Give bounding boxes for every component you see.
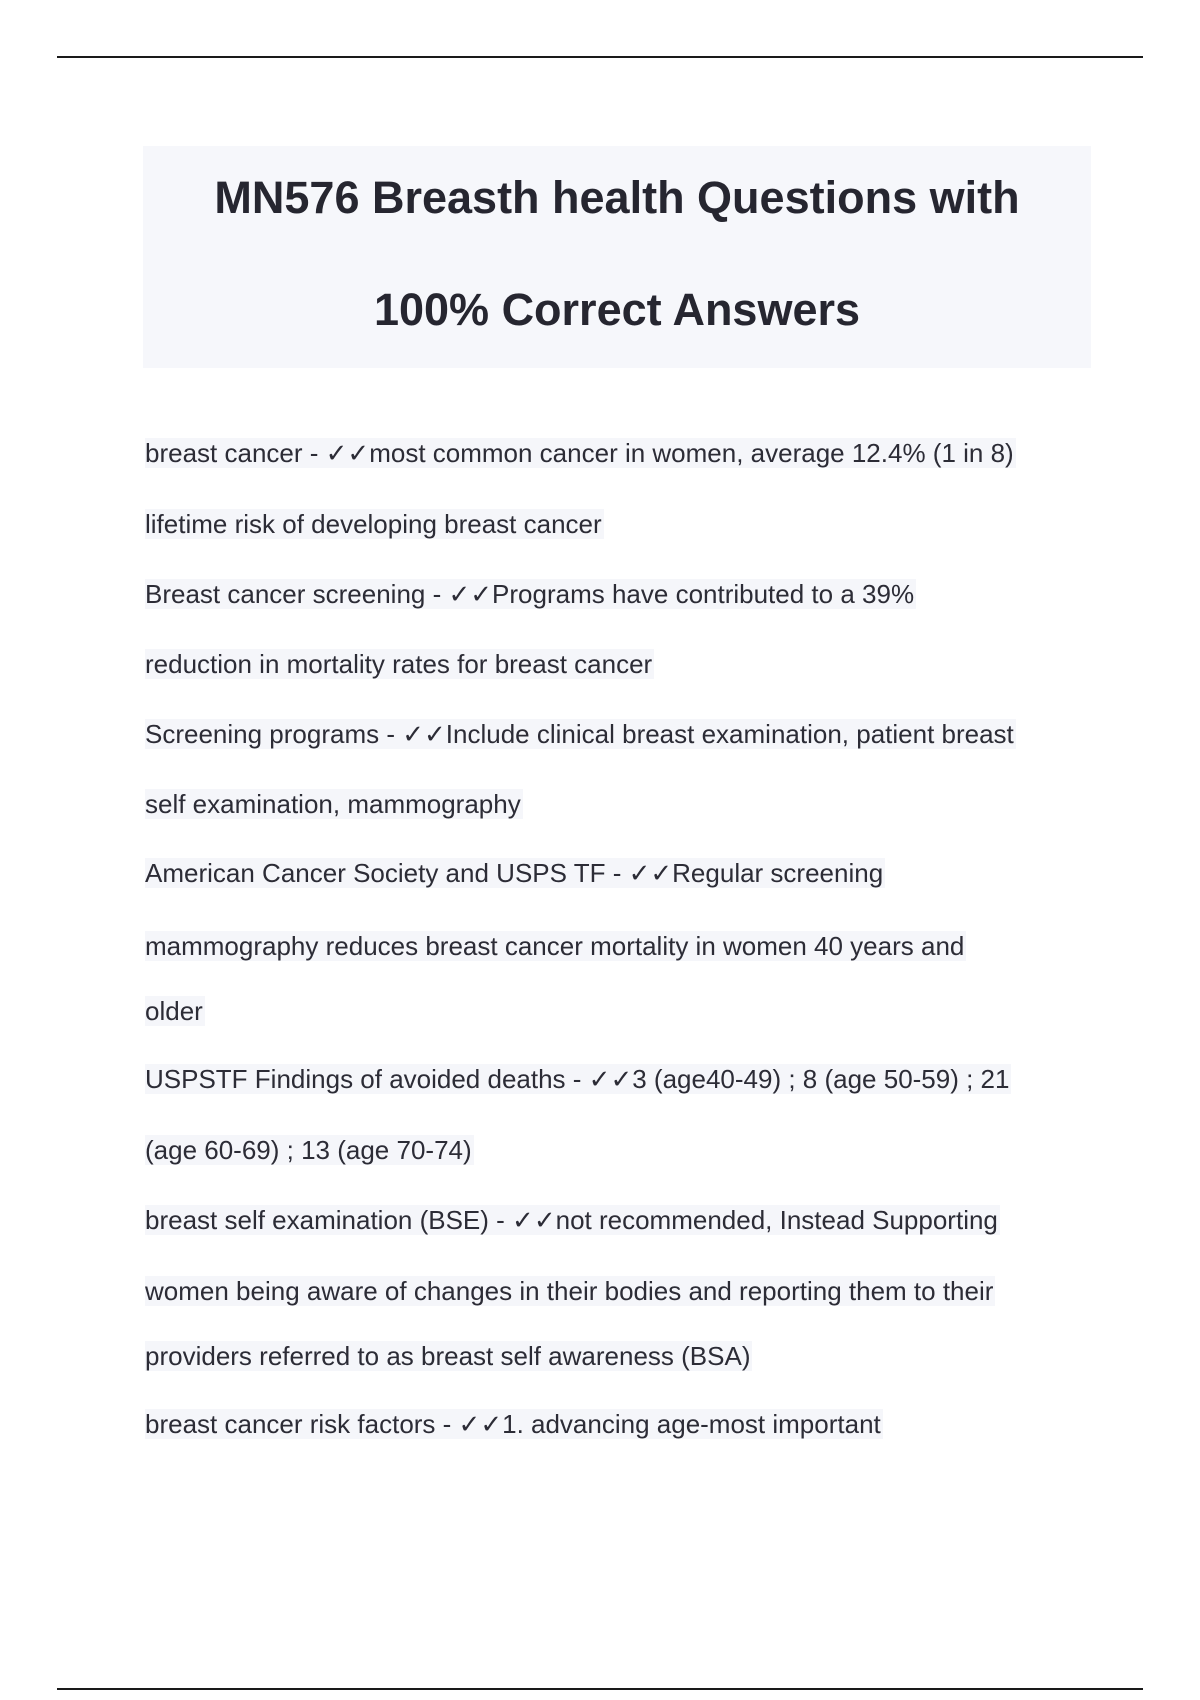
bottom-rule [57, 1688, 1143, 1690]
body-line [145, 992, 205, 1030]
body-line [145, 505, 604, 543]
body-line-text: self examination, mammography [145, 789, 521, 819]
body-line-text: women being aware of changes in their bodies and reporting them to their [145, 1276, 994, 1306]
body-line-text: breast cancer risk factors - ✓✓1. advancing age-most important [145, 1409, 881, 1439]
body-line [145, 1272, 995, 1310]
body-line-text: reduction in mortality rates for breast cancer [145, 649, 653, 679]
body-line [145, 1405, 883, 1443]
body-line [145, 1201, 1000, 1239]
body-line-text: Breast cancer screening - ✓✓Programs have contributed to a 39% [145, 579, 915, 609]
body-line [145, 1060, 1011, 1098]
body-line [145, 575, 916, 613]
document-title-line-2: 100% Correct Answers [373, 284, 861, 335]
body-line [145, 434, 1016, 472]
body-line [145, 1131, 474, 1169]
top-rule [57, 56, 1143, 58]
body-line-text: older [145, 996, 203, 1026]
body-line-text: providers referred to as breast self awareness (BSA) [145, 1341, 751, 1371]
body-line-text: breast self examination (BSE) - ✓✓not recommended, Instead Supporting [145, 1205, 998, 1235]
body-line [145, 715, 1016, 753]
body-line [145, 854, 885, 892]
document-title-line-1: MN576 Breasth health Questions with [214, 172, 1020, 223]
body-line-text: mammography reduces breast cancer mortality in women 40 years and [145, 931, 965, 961]
body-line-text: USPSTF Findings of avoided deaths - ✓✓3 (age40-49) ; 8 (age 50-59) ; 21 [145, 1064, 1010, 1094]
body-line [145, 645, 654, 683]
body-line-text: (age 60-69) ; 13 (age 70-74) [145, 1135, 472, 1165]
body-line [145, 785, 523, 823]
body-line [145, 1337, 752, 1375]
body-line-text: American Cancer Society and USPS TF - ✓✓Regular screening [145, 858, 884, 888]
body-line-text: Screening programs - ✓✓Include clinical breast examination, patient breast [145, 719, 1014, 749]
title-box [143, 146, 1091, 368]
body-line-text: lifetime risk of developing breast cancer [145, 509, 602, 539]
body-line-text: breast cancer - ✓✓most common cancer in women, average 12.4% (1 in 8) [145, 438, 1014, 468]
body-line [145, 927, 966, 965]
